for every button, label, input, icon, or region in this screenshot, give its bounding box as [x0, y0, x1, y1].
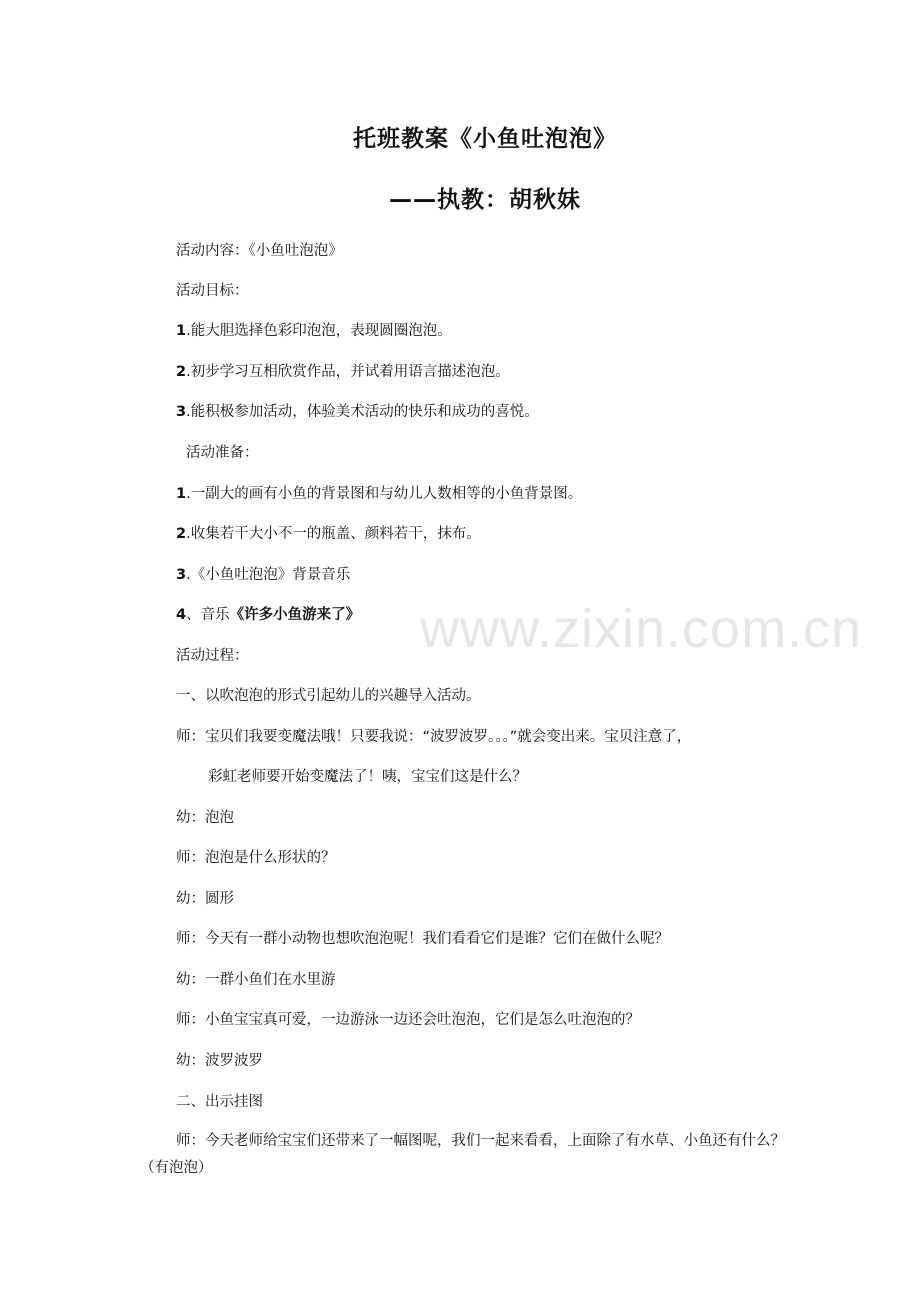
document-title: 托班教案《小鱼吐泡泡》 — [353, 126, 617, 152]
prep-item-1 — [176, 484, 582, 504]
activity-goal-label: 活动目标： — [176, 283, 249, 299]
activity-prep-label: 活动准备： — [186, 445, 259, 461]
prep-text: .《小鱼吐泡泡》背景音乐 — [186, 567, 351, 583]
goal-item-2 — [176, 362, 510, 382]
dialogue-teacher-3: 师：今天有一群小动物也想吹泡泡呢！我们看看它们是谁？它们在做什么呢？ — [176, 931, 669, 947]
prep-item-2 — [176, 524, 481, 544]
goal-item-3 — [176, 402, 539, 422]
prep-item-4 — [176, 605, 360, 625]
dialogue-child-4: 幼：波罗波罗 — [176, 1053, 263, 1069]
dialogue-teacher-5: 师：今天老师给宝宝们还带来了一幅图呢，我们一起来看看，上面除了有水草、小鱼还有什么？（有泡泡） — [140, 1133, 785, 1176]
dialogue-teacher-2: 师：泡泡是什么形状的？ — [176, 850, 336, 866]
document-subtitle: ——执教：胡秋妹 — [389, 187, 581, 213]
dialogue-child-1: 幼：泡泡 — [176, 810, 234, 826]
process-step-1: 一、以吹泡泡的形式引起幼儿的兴趣导入活动。 — [176, 688, 481, 704]
watermark: www.zixin.com.cn — [420, 599, 863, 659]
goal-number: 3 — [176, 404, 187, 420]
goal-number: 1 — [176, 323, 187, 339]
prep-number: 3 — [176, 567, 187, 583]
goal-number: 2 — [176, 364, 187, 380]
dialogue-teacher-4: 师：小鱼宝宝真可爱，一边游泳一边还会吐泡泡，它们是怎么吐泡泡的？ — [176, 1012, 640, 1028]
prep-text: .收集若干大小不一的瓶盖、颜料若干，抹布。 — [186, 526, 481, 542]
goal-item-1 — [176, 321, 452, 341]
dialogue-teacher-1: 师：宝贝们我要变魔法哦！只要我说：“波罗波罗。。。”就会变出来。宝贝注意了， — [176, 729, 692, 745]
prep-number: 1 — [176, 486, 187, 502]
prep-item-3 — [176, 565, 350, 585]
prep-text: 、音乐 — [186, 607, 230, 623]
prep-text: .一副大的画有小鱼的背景图和与幼儿人数相等的小鱼背景图。 — [186, 486, 583, 502]
music-title: 《许多小鱼游来了》 — [229, 607, 361, 623]
goal-text: .能大胆选择色彩印泡泡，表现圆圈泡泡。 — [186, 323, 452, 339]
dialogue-child-2: 幼：圆形 — [176, 891, 234, 907]
goal-text: .能积极参加活动，体验美术活动的快乐和成功的喜悦。 — [186, 404, 539, 420]
dialogue-child-3: 幼：一群小鱼们在水里游 — [176, 972, 336, 988]
goal-text: .初步学习互相欣赏作品，并试着用语言描述泡泡。 — [186, 364, 510, 380]
activity-content: 活动内容：《小鱼吐泡泡》 — [176, 243, 343, 259]
dialogue-teacher-1-continued: 彩虹老师要开始变魔法了！咦，宝宝们这是什么？ — [208, 769, 527, 785]
prep-number: 2 — [176, 526, 187, 542]
activity-process-label: 活动过程： — [176, 648, 249, 664]
process-step-2: 二、出示挂图 — [176, 1094, 263, 1110]
prep-number: 4 — [176, 607, 187, 623]
